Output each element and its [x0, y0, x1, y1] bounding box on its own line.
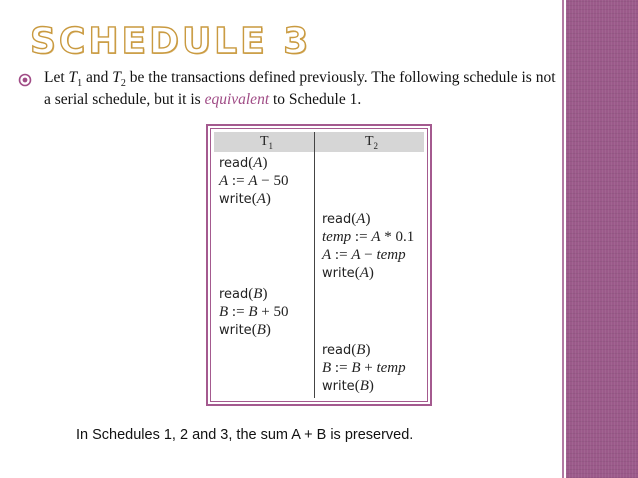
bullet-part-2: and: [82, 69, 113, 86]
op-lhs: A: [322, 247, 332, 263]
bullet-part-4: to Schedule 1.: [269, 91, 362, 109]
t1-op-write-a: write(A): [219, 191, 271, 207]
header-t2-label: T: [364, 134, 374, 149]
bullet-item: [18, 70, 558, 108]
t2-op-read-b: read(B): [322, 342, 371, 358]
op-name: write: [322, 266, 355, 281]
op-name: write: [219, 323, 252, 338]
op-tail: temp: [376, 360, 406, 376]
bullet-part-1: Let: [44, 69, 69, 86]
header-t1-label: T: [259, 134, 269, 149]
op-rhs: B: [351, 360, 361, 376]
header-t2-sub: 2: [373, 140, 379, 151]
op-var: A: [359, 265, 369, 281]
op-tail: * 0.1: [380, 229, 415, 245]
slide-title: SCHEDULE 3: [30, 21, 312, 62]
op-var: A: [253, 155, 263, 171]
header-t2: [319, 132, 424, 152]
header-t1-sub: 1: [268, 140, 274, 151]
t2-op-assign-a: [322, 247, 406, 264]
op-minus: −: [360, 247, 377, 263]
t2-op-read-a: read(A): [322, 211, 371, 227]
schedule-table-frame: [206, 124, 432, 406]
column-divider: [314, 132, 315, 398]
op-var: A: [356, 211, 366, 227]
op-lhs: B: [322, 360, 332, 376]
op-name: read: [219, 156, 249, 171]
op-assign: :=: [331, 360, 352, 376]
footer-note: In Schedules 1, 2 and 3, the sum A + B is preserved.: [76, 427, 414, 443]
op-var: B: [253, 286, 263, 302]
op-minus: − 50: [257, 173, 289, 189]
transaction-t2: T: [112, 69, 121, 86]
t1-op-assign-a: [219, 173, 288, 190]
t1-op-write-b: write(B): [219, 322, 271, 338]
table-header: [214, 132, 424, 152]
op-rhs: A: [351, 247, 361, 263]
op-rhs: A: [248, 173, 258, 189]
op-var: B: [359, 378, 369, 394]
op-lhs: temp: [322, 229, 352, 245]
t1-op-read-b: read(B): [219, 286, 268, 302]
op-plus: +: [360, 360, 377, 376]
t2-op-write-b: write(B): [322, 378, 374, 394]
op-plus: + 50: [257, 304, 289, 320]
op-assign: :=: [351, 229, 372, 245]
op-lhs: B: [219, 304, 229, 320]
bullet-part-3: be the transactions defined previously. The following schedule is not a serial schedule, but it is: [44, 69, 556, 109]
op-name: read: [322, 212, 352, 227]
bullet-circle-icon: [18, 73, 32, 87]
transaction-t2-sub: 2: [120, 78, 126, 90]
op-assign: :=: [331, 247, 352, 263]
op-assign: :=: [228, 173, 249, 189]
bullet-text: [44, 70, 558, 108]
op-lhs: A: [219, 173, 229, 189]
op-name: read: [219, 287, 249, 302]
schedule-table: [210, 128, 428, 402]
op-var: B: [256, 322, 266, 338]
t2-op-assign-temp: [322, 229, 414, 246]
t1-op-assign-b: [219, 304, 288, 321]
t2-op-write-a: write(A): [322, 265, 374, 281]
emphasis-equivalent: equivalent: [204, 91, 270, 109]
op-name: write: [322, 379, 355, 394]
op-var: B: [356, 342, 366, 358]
op-name: read: [322, 343, 352, 358]
transaction-t1: T: [68, 69, 78, 86]
op-tail: temp: [376, 247, 406, 263]
side-accent-line: [562, 0, 564, 478]
side-decorative-band: [566, 0, 638, 478]
transaction-t1-sub: 1: [77, 78, 83, 90]
op-var: A: [256, 191, 266, 207]
op-rhs: B: [248, 304, 258, 320]
op-assign: :=: [228, 304, 249, 320]
op-rhs: A: [371, 229, 381, 245]
header-t1: [214, 132, 319, 152]
t1-op-read-a: read(A): [219, 155, 268, 171]
op-name: write: [219, 192, 252, 207]
t2-op-assign-b: [322, 360, 406, 377]
